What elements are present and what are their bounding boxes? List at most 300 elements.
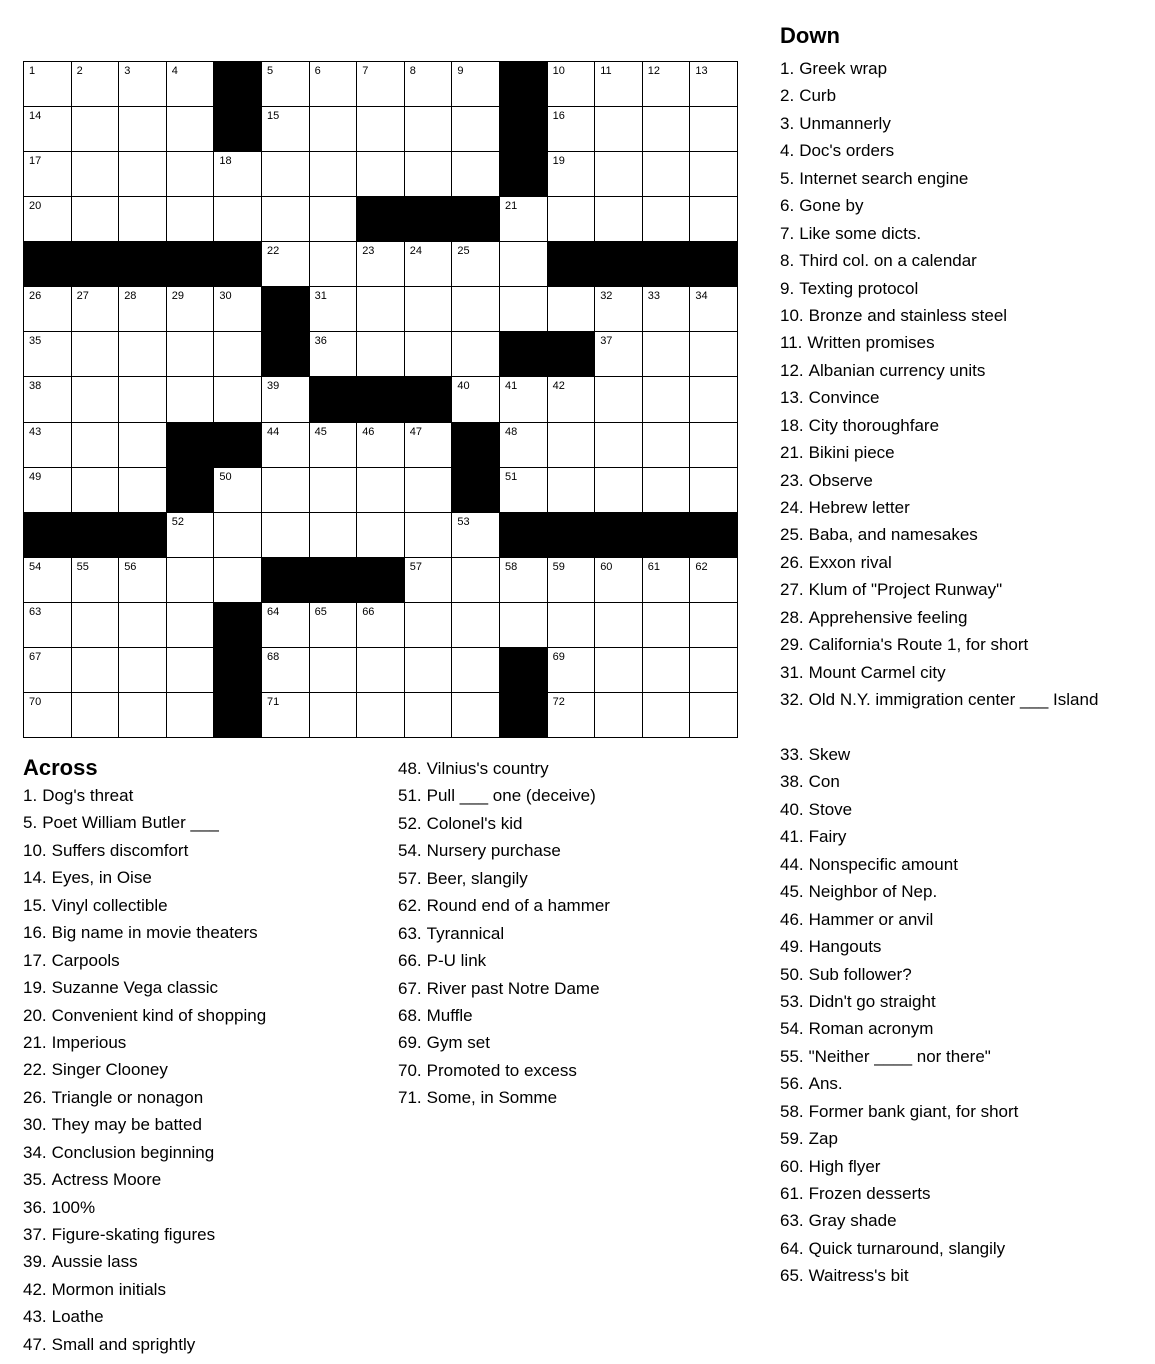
grid-cell[interactable]: [119, 558, 167, 603]
grid-cell[interactable]: [357, 152, 405, 197]
grid-cell[interactable]: [643, 377, 691, 422]
down-clue[interactable]: [780, 357, 1098, 384]
grid-cell[interactable]: [357, 513, 405, 558]
grid-cell[interactable]: [595, 332, 643, 377]
grid-cell[interactable]: [500, 287, 548, 332]
grid-cell[interactable]: [310, 603, 358, 648]
grid-cell[interactable]: [214, 377, 262, 422]
down-clue[interactable]: [780, 659, 1098, 686]
down-clue[interactable]: [780, 961, 1018, 988]
grid-cell[interactable]: [167, 107, 215, 152]
across-clue[interactable]: [23, 809, 266, 836]
grid-cell[interactable]: [452, 107, 500, 152]
grid-cell[interactable]: [310, 468, 358, 513]
grid-cell[interactable]: [357, 62, 405, 107]
down-clue[interactable]: [780, 851, 1018, 878]
grid-cell[interactable]: [548, 107, 596, 152]
clue-text: Beer, slangily: [426, 868, 528, 888]
across-clue[interactable]: [23, 1002, 266, 1029]
grid-cell[interactable]: [357, 468, 405, 513]
across-clue[interactable]: [23, 1194, 266, 1221]
down-clue[interactable]: [780, 741, 1018, 768]
grid-cell[interactable]: [548, 558, 596, 603]
grid-cell[interactable]: [310, 197, 358, 242]
grid-cell[interactable]: [690, 693, 738, 738]
down-clue[interactable]: [780, 137, 1098, 164]
grid-cell[interactable]: [548, 197, 596, 242]
grid-cell[interactable]: [548, 468, 596, 513]
grid-cell[interactable]: [595, 468, 643, 513]
grid-cell[interactable]: [24, 107, 72, 152]
down-clue[interactable]: [780, 439, 1098, 466]
grid-block: [310, 558, 358, 603]
down-clue[interactable]: [780, 110, 1098, 137]
across-clue[interactable]: [23, 892, 266, 919]
clue-number: 53.: [780, 991, 804, 1011]
grid-cell[interactable]: [690, 197, 738, 242]
grid-cell[interactable]: [72, 152, 120, 197]
grid-cell[interactable]: [500, 558, 548, 603]
clue-number: 56.: [780, 1074, 804, 1094]
grid-cell[interactable]: [690, 603, 738, 648]
grid-cell[interactable]: [500, 197, 548, 242]
grid-cell[interactable]: [310, 693, 358, 738]
grid-cell[interactable]: [643, 423, 691, 468]
grid-cell[interactable]: [595, 603, 643, 648]
grid-cell[interactable]: [643, 468, 691, 513]
grid-cell[interactable]: [405, 648, 453, 693]
grid-cell[interactable]: [167, 152, 215, 197]
grid-cell[interactable]: [72, 62, 120, 107]
grid-cell[interactable]: [548, 152, 596, 197]
grid-cell[interactable]: [24, 648, 72, 693]
down-clue[interactable]: [780, 192, 1098, 219]
grid-cell[interactable]: [357, 648, 405, 693]
down-clue[interactable]: [780, 878, 1018, 905]
grid-cell[interactable]: [24, 287, 72, 332]
grid-cell[interactable]: [214, 332, 262, 377]
grid-cell[interactable]: [214, 468, 262, 513]
across-clue[interactable]: [23, 1056, 266, 1083]
across-clue[interactable]: [23, 1248, 266, 1275]
down-clue[interactable]: [780, 1098, 1018, 1125]
cell-number: 33: [647, 290, 661, 303]
down-clue[interactable]: [780, 384, 1098, 411]
grid-cell[interactable]: [357, 603, 405, 648]
grid-cell[interactable]: [72, 558, 120, 603]
cell-number: 64: [266, 605, 280, 618]
down-clue[interactable]: [780, 521, 1098, 548]
grid-cell[interactable]: [452, 648, 500, 693]
grid-cell[interactable]: [643, 693, 691, 738]
grid-cell[interactable]: [405, 152, 453, 197]
across-clue[interactable]: [23, 1111, 266, 1138]
clue-number: 62.: [398, 896, 422, 916]
grid-cell[interactable]: [452, 287, 500, 332]
down-clue[interactable]: [780, 302, 1098, 329]
grid-cell[interactable]: [357, 107, 405, 152]
grid-cell[interactable]: [262, 603, 310, 648]
clue-number: 1.: [23, 786, 38, 805]
clue-number: 51.: [398, 786, 422, 806]
clue-number: 47.: [23, 1334, 47, 1354]
across-clue[interactable]: [398, 810, 610, 837]
grid-cell[interactable]: [310, 287, 358, 332]
clue-number: 66.: [398, 951, 422, 971]
grid-cell[interactable]: [452, 558, 500, 603]
down-clue[interactable]: [780, 1180, 1018, 1207]
down-clue[interactable]: [780, 467, 1098, 494]
clue-text: Con: [808, 772, 840, 792]
grid-cell[interactable]: [167, 377, 215, 422]
grid-cell[interactable]: [119, 603, 167, 648]
down-clue[interactable]: [780, 1262, 1018, 1289]
grid-cell[interactable]: [405, 603, 453, 648]
across-clue-list-continued: [398, 755, 610, 1112]
grid-cell[interactable]: [548, 693, 596, 738]
grid-cell[interactable]: [310, 152, 358, 197]
grid-cell[interactable]: [452, 693, 500, 738]
across-clue[interactable]: [23, 1331, 266, 1358]
grid-cell[interactable]: [690, 107, 738, 152]
grid-cell[interactable]: [310, 423, 358, 468]
across-clue[interactable]: [398, 1029, 610, 1056]
grid-cell[interactable]: [405, 287, 453, 332]
down-clue[interactable]: [780, 412, 1098, 439]
grid-cell[interactable]: [595, 152, 643, 197]
across-clue[interactable]: [398, 755, 610, 782]
grid-block: [500, 513, 548, 558]
cell-number: 43: [29, 425, 42, 438]
cell-number: 49: [29, 470, 42, 483]
down-clue[interactable]: [780, 1125, 1018, 1152]
across-clue[interactable]: [398, 1057, 610, 1084]
cell-number: 24: [409, 245, 423, 258]
grid-cell[interactable]: [405, 693, 453, 738]
down-clue[interactable]: [780, 1043, 1018, 1070]
grid-cell[interactable]: [72, 423, 120, 468]
cell-number: 9: [457, 65, 464, 77]
across-clue[interactable]: [23, 1029, 266, 1056]
grid-cell[interactable]: [24, 332, 72, 377]
down-clue[interactable]: [780, 82, 1098, 109]
across-clue[interactable]: [398, 1002, 610, 1029]
grid-cell[interactable]: [262, 468, 310, 513]
clue-number: 26.: [780, 552, 804, 572]
grid-cell[interactable]: [119, 197, 167, 242]
grid-cell[interactable]: [690, 468, 738, 513]
clue-number: 55.: [780, 1046, 804, 1066]
grid-cell[interactable]: [167, 513, 215, 558]
grid-cell[interactable]: [595, 377, 643, 422]
across-clue[interactable]: [23, 864, 266, 891]
across-clue[interactable]: [398, 920, 610, 947]
grid-cell[interactable]: [500, 377, 548, 422]
clue-number: 16.: [23, 923, 47, 943]
grid-cell[interactable]: [405, 332, 453, 377]
grid-cell[interactable]: [405, 62, 453, 107]
across-clue[interactable]: [23, 1276, 266, 1303]
grid-cell[interactable]: [119, 107, 167, 152]
grid-cell[interactable]: [72, 603, 120, 648]
grid-cell[interactable]: [690, 423, 738, 468]
cell-number: 5: [266, 65, 274, 77]
grid-cell[interactable]: [452, 513, 500, 558]
grid-cell[interactable]: [119, 152, 167, 197]
down-clue[interactable]: [780, 604, 1098, 631]
grid-cell[interactable]: [119, 62, 167, 107]
grid-cell[interactable]: [643, 648, 691, 693]
grid-cell[interactable]: [167, 332, 215, 377]
across-clue[interactable]: [398, 947, 610, 974]
grid-cell[interactable]: [405, 558, 453, 603]
grid-cell[interactable]: [310, 107, 358, 152]
grid-cell[interactable]: [310, 62, 358, 107]
down-clue[interactable]: [780, 494, 1098, 521]
grid-cell[interactable]: [310, 513, 358, 558]
clue-number: 15.: [23, 895, 47, 915]
cell-number: 38: [29, 380, 42, 393]
grid-cell[interactable]: [72, 197, 120, 242]
grid-cell[interactable]: [24, 152, 72, 197]
cell-number: 6: [314, 65, 321, 77]
grid-cell[interactable]: [595, 423, 643, 468]
grid-cell[interactable]: [690, 558, 738, 603]
grid-cell[interactable]: [214, 287, 262, 332]
cell-number: 69: [552, 650, 565, 663]
grid-cell[interactable]: [548, 287, 596, 332]
grid-cell[interactable]: [357, 332, 405, 377]
grid-cell[interactable]: [643, 287, 691, 332]
across-clue[interactable]: [23, 1166, 266, 1193]
grid-cell[interactable]: [262, 107, 310, 152]
grid-cell[interactable]: [690, 62, 738, 107]
grid-cell[interactable]: [214, 152, 262, 197]
grid-cell[interactable]: [595, 648, 643, 693]
grid-cell[interactable]: [310, 648, 358, 693]
down-clue[interactable]: [780, 275, 1098, 302]
down-clue[interactable]: [780, 549, 1098, 576]
clue-text: River past Notre Dame: [426, 978, 600, 998]
grid-cell[interactable]: [24, 468, 72, 513]
grid-cell[interactable]: [643, 558, 691, 603]
across-clue[interactable]: [23, 782, 266, 809]
down-clue[interactable]: [780, 631, 1098, 658]
grid-cell[interactable]: [643, 332, 691, 377]
grid-cell[interactable]: [24, 377, 72, 422]
grid-cell[interactable]: [357, 242, 405, 287]
grid-cell[interactable]: [690, 377, 738, 422]
grid-cell[interactable]: [548, 377, 596, 422]
grid-cell[interactable]: [262, 377, 310, 422]
grid-cell[interactable]: [72, 332, 120, 377]
grid-cell[interactable]: [548, 62, 596, 107]
across-clue[interactable]: [23, 837, 266, 864]
grid-cell[interactable]: [452, 377, 500, 422]
across-clue[interactable]: [398, 837, 610, 864]
grid-cell[interactable]: [643, 152, 691, 197]
cell-number: 68: [266, 650, 280, 663]
grid-cell[interactable]: [452, 332, 500, 377]
grid-cell[interactable]: [24, 423, 72, 468]
down-clue[interactable]: [780, 329, 1098, 356]
clue-number: 5.: [780, 168, 795, 188]
grid-cell[interactable]: [595, 558, 643, 603]
clue-number: 30.: [23, 1115, 47, 1135]
down-clue[interactable]: [780, 988, 1018, 1015]
grid-cell[interactable]: [310, 242, 358, 287]
down-clue[interactable]: [780, 576, 1098, 603]
grid-cell[interactable]: [72, 648, 120, 693]
grid-cell[interactable]: [72, 287, 120, 332]
grid-cell[interactable]: [119, 693, 167, 738]
across-clue[interactable]: [398, 892, 610, 919]
grid-cell[interactable]: [167, 287, 215, 332]
grid-cell[interactable]: [119, 468, 167, 513]
grid-cell[interactable]: [357, 693, 405, 738]
clue-number: 68.: [398, 1005, 422, 1025]
grid-cell[interactable]: [24, 197, 72, 242]
down-clue[interactable]: [780, 220, 1098, 247]
down-clue[interactable]: [780, 933, 1018, 960]
across-clue[interactable]: [398, 975, 610, 1002]
grid-cell[interactable]: [72, 107, 120, 152]
grid-cell[interactable]: [405, 468, 453, 513]
across-clue[interactable]: [23, 1084, 266, 1111]
grid-cell[interactable]: [357, 287, 405, 332]
clue-text: Vilnius's country: [426, 759, 549, 778]
across-clue[interactable]: [23, 974, 266, 1001]
grid-cell[interactable]: [119, 648, 167, 693]
across-clue[interactable]: [23, 1303, 266, 1330]
grid-cell[interactable]: [595, 693, 643, 738]
grid-cell[interactable]: [357, 423, 405, 468]
down-clue[interactable]: [780, 768, 1018, 795]
grid-cell[interactable]: [262, 242, 310, 287]
grid-cell[interactable]: [452, 62, 500, 107]
grid-cell[interactable]: [262, 693, 310, 738]
grid-cell[interactable]: [643, 603, 691, 648]
grid-cell[interactable]: [595, 287, 643, 332]
grid-cell[interactable]: [500, 603, 548, 648]
grid-cell[interactable]: [72, 693, 120, 738]
grid-cell[interactable]: [405, 513, 453, 558]
grid-cell[interactable]: [643, 197, 691, 242]
down-clue[interactable]: [780, 1153, 1018, 1180]
across-clue[interactable]: [23, 919, 266, 946]
grid-cell[interactable]: [167, 197, 215, 242]
grid-cell[interactable]: [405, 242, 453, 287]
grid-cell[interactable]: [214, 197, 262, 242]
grid-cell[interactable]: [167, 62, 215, 107]
grid-cell[interactable]: [643, 107, 691, 152]
down-clue[interactable]: [780, 247, 1098, 274]
grid-cell[interactable]: [500, 423, 548, 468]
grid-cell[interactable]: [167, 693, 215, 738]
grid-cell[interactable]: [72, 377, 120, 422]
grid-cell[interactable]: [119, 423, 167, 468]
grid-cell[interactable]: [500, 242, 548, 287]
down-clue[interactable]: [780, 1015, 1018, 1042]
down-clue[interactable]: [780, 1070, 1018, 1097]
grid-cell[interactable]: [119, 377, 167, 422]
grid-block: [310, 377, 358, 422]
grid-cell[interactable]: [690, 648, 738, 693]
across-clue[interactable]: [398, 1084, 610, 1111]
grid-cell[interactable]: [214, 558, 262, 603]
down-clue[interactable]: [780, 165, 1098, 192]
grid-cell[interactable]: [690, 152, 738, 197]
grid-cell[interactable]: [24, 558, 72, 603]
down-clue[interactable]: [780, 906, 1018, 933]
grid-cell[interactable]: [643, 62, 691, 107]
grid-cell[interactable]: [595, 107, 643, 152]
down-clue[interactable]: [780, 686, 1098, 713]
grid-cell[interactable]: [548, 603, 596, 648]
down-clue[interactable]: [780, 1235, 1018, 1262]
clue-number: 6.: [780, 196, 795, 216]
cell-number: 59: [552, 560, 565, 573]
grid-cell[interactable]: [548, 423, 596, 468]
grid-cell[interactable]: [405, 423, 453, 468]
clue-text: Conclusion beginning: [51, 1142, 215, 1162]
grid-cell[interactable]: [72, 468, 120, 513]
grid-cell[interactable]: [452, 242, 500, 287]
cell-number: 61: [647, 560, 661, 573]
grid-cell[interactable]: [452, 152, 500, 197]
grid-cell[interactable]: [167, 648, 215, 693]
grid-cell[interactable]: [119, 287, 167, 332]
clue-number: 26.: [23, 1087, 47, 1107]
down-clue[interactable]: [780, 1207, 1018, 1234]
across-clue[interactable]: [398, 865, 610, 892]
clue-number: 9.: [780, 278, 795, 298]
grid-cell[interactable]: [262, 648, 310, 693]
grid-cell[interactable]: [500, 468, 548, 513]
grid-cell[interactable]: [548, 648, 596, 693]
grid-cell[interactable]: [595, 62, 643, 107]
clue-text: Hebrew letter: [808, 498, 910, 517]
grid-cell[interactable]: [405, 107, 453, 152]
grid-cell[interactable]: [167, 603, 215, 648]
across-clue[interactable]: [23, 1221, 266, 1248]
grid-cell[interactable]: [262, 62, 310, 107]
grid-cell[interactable]: [262, 152, 310, 197]
grid-cell[interactable]: [310, 332, 358, 377]
across-clue[interactable]: [23, 947, 266, 974]
grid-cell[interactable]: [214, 513, 262, 558]
clue-text: Frozen desserts: [808, 1184, 931, 1203]
grid-cell[interactable]: [262, 197, 310, 242]
grid-cell[interactable]: [595, 197, 643, 242]
grid-cell[interactable]: [119, 332, 167, 377]
across-clue[interactable]: [23, 1139, 266, 1166]
grid-cell[interactable]: [167, 558, 215, 603]
grid-cell[interactable]: [262, 423, 310, 468]
grid-cell[interactable]: [690, 332, 738, 377]
grid-cell[interactable]: [452, 603, 500, 648]
clue-text: Nursery purchase: [426, 841, 561, 861]
grid-cell[interactable]: [24, 693, 72, 738]
down-clue[interactable]: [780, 796, 1018, 823]
across-clue[interactable]: [398, 782, 610, 809]
grid-cell[interactable]: [262, 513, 310, 558]
down-clue[interactable]: [780, 55, 1098, 82]
down-clue[interactable]: [780, 823, 1018, 850]
grid-cell[interactable]: [24, 62, 72, 107]
grid-cell[interactable]: [24, 603, 72, 648]
grid-cell[interactable]: [690, 287, 738, 332]
